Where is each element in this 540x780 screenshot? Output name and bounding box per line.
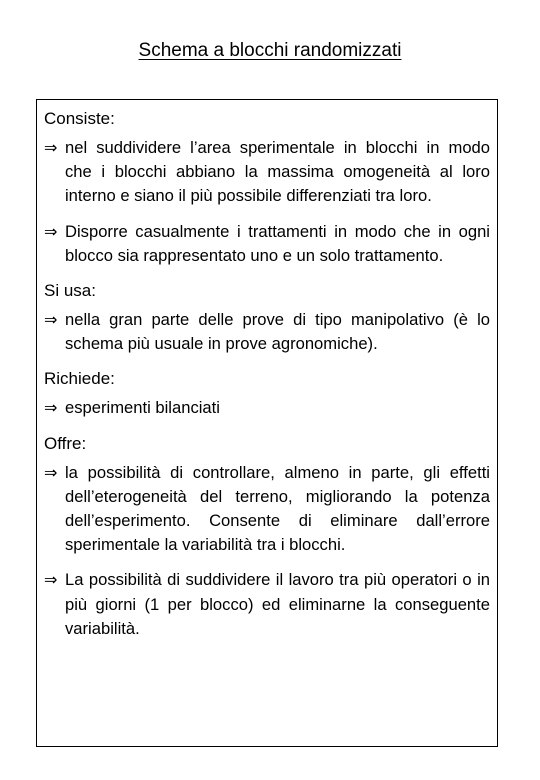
list-item-text: La possibilità di suddividere il lavoro tra più operatori o in più giorni (1 per blocco) ed eliminarne la conseguente variabilità.	[65, 570, 490, 638]
double-arrow-right-icon: ⇒	[44, 221, 58, 241]
list-item	[44, 568, 490, 641]
list-item-text: nel suddividere l’area sperimentale in blocchi in modo che i blocchi abbiano la massima omogeneità al loro interno e siano il più possibile differenziati tra loro.	[65, 138, 490, 206]
list-item	[44, 461, 490, 558]
section-heading-si-usa: Si usa:	[44, 281, 96, 301]
list-item	[44, 136, 490, 209]
list-item	[44, 308, 490, 356]
list-item	[44, 396, 490, 420]
content-box	[36, 99, 498, 747]
section-heading-richiede: Richiede:	[44, 369, 115, 389]
list-item-text: la possibilità di controllare, almeno in parte, gli effetti dell’eterogeneità del terreno, migliorando la potenza dell’esperimento. Consente di eliminare dall’errore sperimentale la variabilità tra i blocchi.	[65, 462, 490, 555]
double-arrow-right-icon: ⇒	[44, 462, 58, 482]
section-heading-consiste: Consiste:	[44, 109, 115, 128]
page-title: Schema a blocchi randomizzati	[138, 40, 402, 61]
double-arrow-right-icon: ⇒	[44, 138, 58, 157]
list-item-text: esperimenti bilanciati	[65, 398, 220, 418]
list-item	[44, 220, 490, 268]
list-item-text: Disporre casualmente i trattamenti in modo che in ogni blocco sia rappresentato uno e un solo trattamento.	[65, 221, 490, 265]
double-arrow-right-icon: ⇒	[44, 570, 58, 590]
double-arrow-right-icon: ⇒	[44, 310, 58, 330]
section-heading-offre: Offre:	[44, 433, 87, 453]
list-item-text: nella gran parte delle prove di tipo manipolativo (è lo schema più usuale in prove agronomiche).	[65, 310, 490, 354]
double-arrow-right-icon: ⇒	[44, 398, 58, 418]
